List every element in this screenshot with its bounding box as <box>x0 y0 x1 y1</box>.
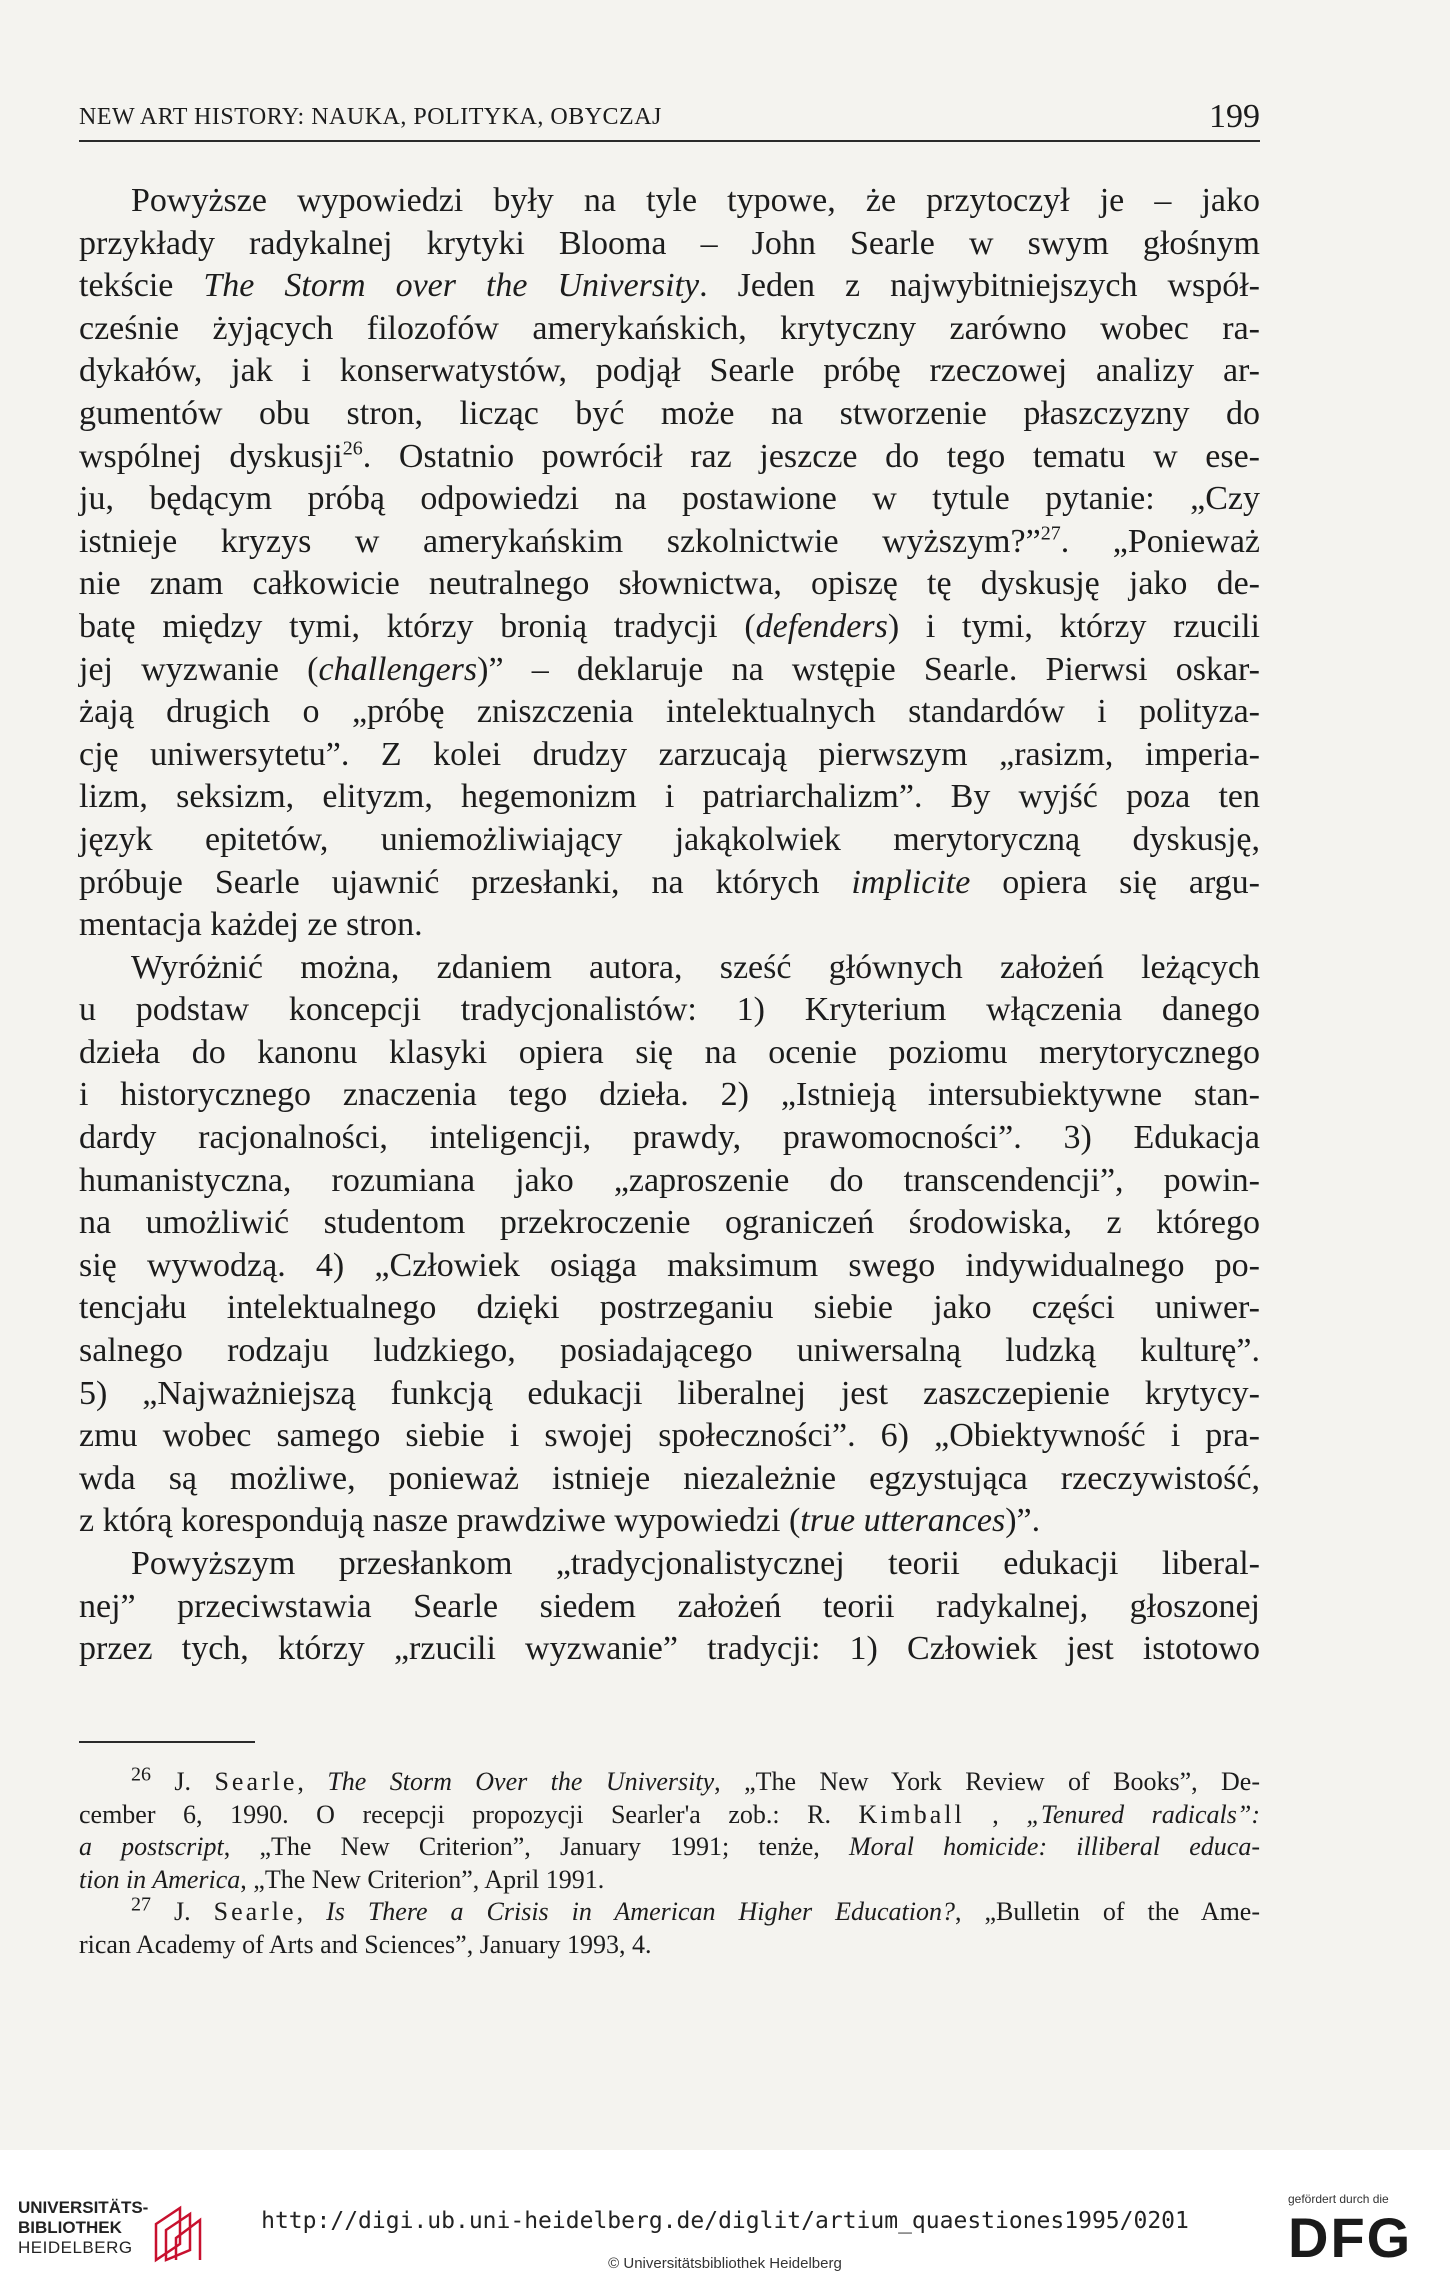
text-line: przez tych, którzy „rzucili wyzwanie” tradycji: 1) Człowiek jest istotowo <box>79 1630 1260 1668</box>
paragraph-1 <box>79 180 1260 947</box>
italic-term: implicite <box>851 863 971 901</box>
funding-label: gefördert durch die <box>1288 2192 1389 2206</box>
italic-title: The Storm over the University <box>203 267 700 305</box>
text-line: tion in America, „The New Criterion”, April 1991. <box>79 1864 605 1894</box>
paragraph-2 <box>79 947 1260 1543</box>
text-line: tencjału intelektualnego dzięki postrzeganiu siebie jako części uniwer- <box>79 1289 1260 1327</box>
text-line: $^{27}$ J. Searle, Is There a Crisis in American Higher Education?, „Bulletin of the Ame- <box>131 1893 1260 1927</box>
footnote-divider <box>79 1741 255 1743</box>
text-line: $^{26}$ J. Searle, The Storm Over the University, „The New York Review of Books”, De- <box>131 1763 1261 1796</box>
text-line: cję uniwersytetu”. Z kolei drudzy zarzucają pierwszym „rasizm, imperia- <box>79 735 1260 773</box>
running-header <box>79 100 1260 142</box>
text-line: żają drugich o „próbę zniszczenia intelektualnych standardów i polityza- <box>79 693 1260 731</box>
text-line: dzieła do kanonu klasyki opiera się na ocenie poziomu merytorycznego <box>79 1033 1260 1071</box>
text-line: ju, będącym próbą odpowiedzi na postawione w tytule pytanie: „Czy <box>79 480 1260 518</box>
text-line: na umożliwić studentom przekroczenie ograniczeń środowiska, z którego <box>79 1204 1260 1242</box>
footnote-ref-27: 27 <box>1040 522 1061 545</box>
text-line: gumentów obu stron, licząc być może na stworzenie płaszczyzny do <box>79 394 1260 432</box>
text-line: i historycznego znaczenia tego dzieła. 2) „Istnieją intersubiektywne stan- <box>79 1076 1260 1114</box>
footnote-number: 26 <box>131 1763 151 1786</box>
text-line: nie znam całkowicie neutralnego słownictwa, opiszę tę dyskusję jako de- <box>79 565 1260 603</box>
italic-term: defenders <box>755 607 888 645</box>
text-line: tekście The Storm over the University. Jeden z najwybitniejszych współ- <box>79 267 1261 305</box>
running-title: NEW ART HISTORY: NAUKA, POLITYKA, OBYCZAJ <box>79 104 662 130</box>
library-name: UNIVERSITÄTS- BIBLIOTHEK HEIDELBERG <box>18 2198 149 2257</box>
footnote-27 <box>79 1893 1260 1961</box>
paragraph-3 <box>79 1543 1260 1671</box>
footnote-number: 27 <box>131 1893 151 1916</box>
page-number: 199 <box>1209 98 1260 135</box>
text-line: u podstaw koncepcji tradycjonalistów: 1) Kryterium włączenia danego <box>79 991 1260 1029</box>
text-line: zmu wobec samego siebie i swojej społeczności”. 6) „Obiektywność i pra- <box>79 1417 1260 1455</box>
text-line: istnieje kryzys w amerykańskim szkolnictwie wyższym?”$^{27}$. „Ponieważ <box>79 522 1260 560</box>
text-line: język epitetów, uniemożliwiający jakąkolwiek merytoryczną dyskusję, <box>79 820 1260 858</box>
footnote-26 <box>79 1763 1261 1896</box>
text-line: lizm, seksizm, elityzm, hegemonizm i patriarchalizm”. By wyjść poza ten <box>79 778 1260 816</box>
text-line: a postscript, „The New Criterion”, January 1991; tenże, Moral homicide: illiberal educa- <box>79 1832 1261 1862</box>
text-line: Powyższe wypowiedzi były na tyle typowe, że przytoczył je – jako <box>131 182 1260 219</box>
body-text <box>79 180 1260 1671</box>
text-line: z którą korespondują nasze prawdziwe wypowiedzi (true utterances)”. <box>79 1502 1041 1540</box>
text-line: przykłady radykalnej krytyki Blooma – John Searle w swym głośnym <box>79 224 1260 262</box>
text-line: próbuje Searle ujawnić przesłanki, na których implicite opiera się argu- <box>79 863 1260 901</box>
text-line: się wywodzą. 4) „Człowiek osiąga maksimum swego indywidualnego po- <box>79 1246 1260 1284</box>
copyright-notice: © Universitätsbibliothek Heidelberg <box>608 2255 842 2272</box>
text-line: rican Academy of Arts and Sciences”, January 1993, 4. <box>79 1929 652 1959</box>
permalink-url[interactable]: http://digi.ub.uni-heidelberg.de/diglit/artium_quaestiones1995/0201 <box>261 2208 1189 2234</box>
text-line: cember 6, 1990. O recepcji propozycji Searler'a zob.: R. Kimball , „Tenured radicals”: <box>79 1799 1261 1829</box>
text-line: jej wyzwanie (challengers)” – deklaruje na wstępie Searle. Pierwsi oskar- <box>79 650 1260 688</box>
text-line: wda są możliwe, ponieważ istnieje niezależnie egzystująca rzeczywistość, <box>79 1459 1260 1497</box>
text-line: 5) „Najważniejszą funkcją edukacji liberalnej jest zaszczepienie krytycy- <box>79 1374 1260 1412</box>
footnote-ref-26: 26 <box>342 437 363 460</box>
footnotes <box>79 1763 1261 1962</box>
text-line: cześnie żyjących filozofów amerykańskich, krytyczny zarówno wobec ra- <box>79 309 1260 347</box>
text-line: mentacja każdej ze stron. <box>79 906 423 944</box>
text-line: salnego rodzaju ludzkiego, posiadającego uniwersalną ludzką kulturę”. <box>79 1332 1260 1370</box>
text-line: dardy racjonalności, inteligencji, prawdy, prawomocności”. 3) Edukacja <box>79 1119 1260 1157</box>
text-line: Powyższym przesłankom „tradycjonalistycznej teorii edukacji liberal- <box>131 1545 1260 1582</box>
text-line: humanistyczna, rozumiana jako „zaproszenie do transcendencji”, powin- <box>79 1161 1260 1199</box>
text-line: wspólnej dyskusji$^{26}$. Ostatnio powrócił raz jeszcze do tego tematu w ese- <box>79 437 1261 475</box>
text-line: batę między tymi, którzy bronią tradycji (defenders) i tymi, którzy rzucili <box>79 607 1260 645</box>
italic-term: challengers <box>318 650 478 688</box>
text-line: nej” przeciwstawia Searle siedem założeń teorii radykalnej, głoszonej <box>79 1587 1260 1625</box>
text-line: Wyróżnić można, zdaniem autora, sześć głównych założeń leżących <box>131 948 1260 986</box>
funder-block[interactable] <box>1288 2192 1428 2272</box>
dfg-logo: DFG <box>1288 2206 1413 2269</box>
text-line: dykałów, jak i konserwatystów, podjął Searle próbę rzeczowej analizy ar- <box>79 352 1260 390</box>
italic-term: true utterances <box>800 1502 1006 1540</box>
